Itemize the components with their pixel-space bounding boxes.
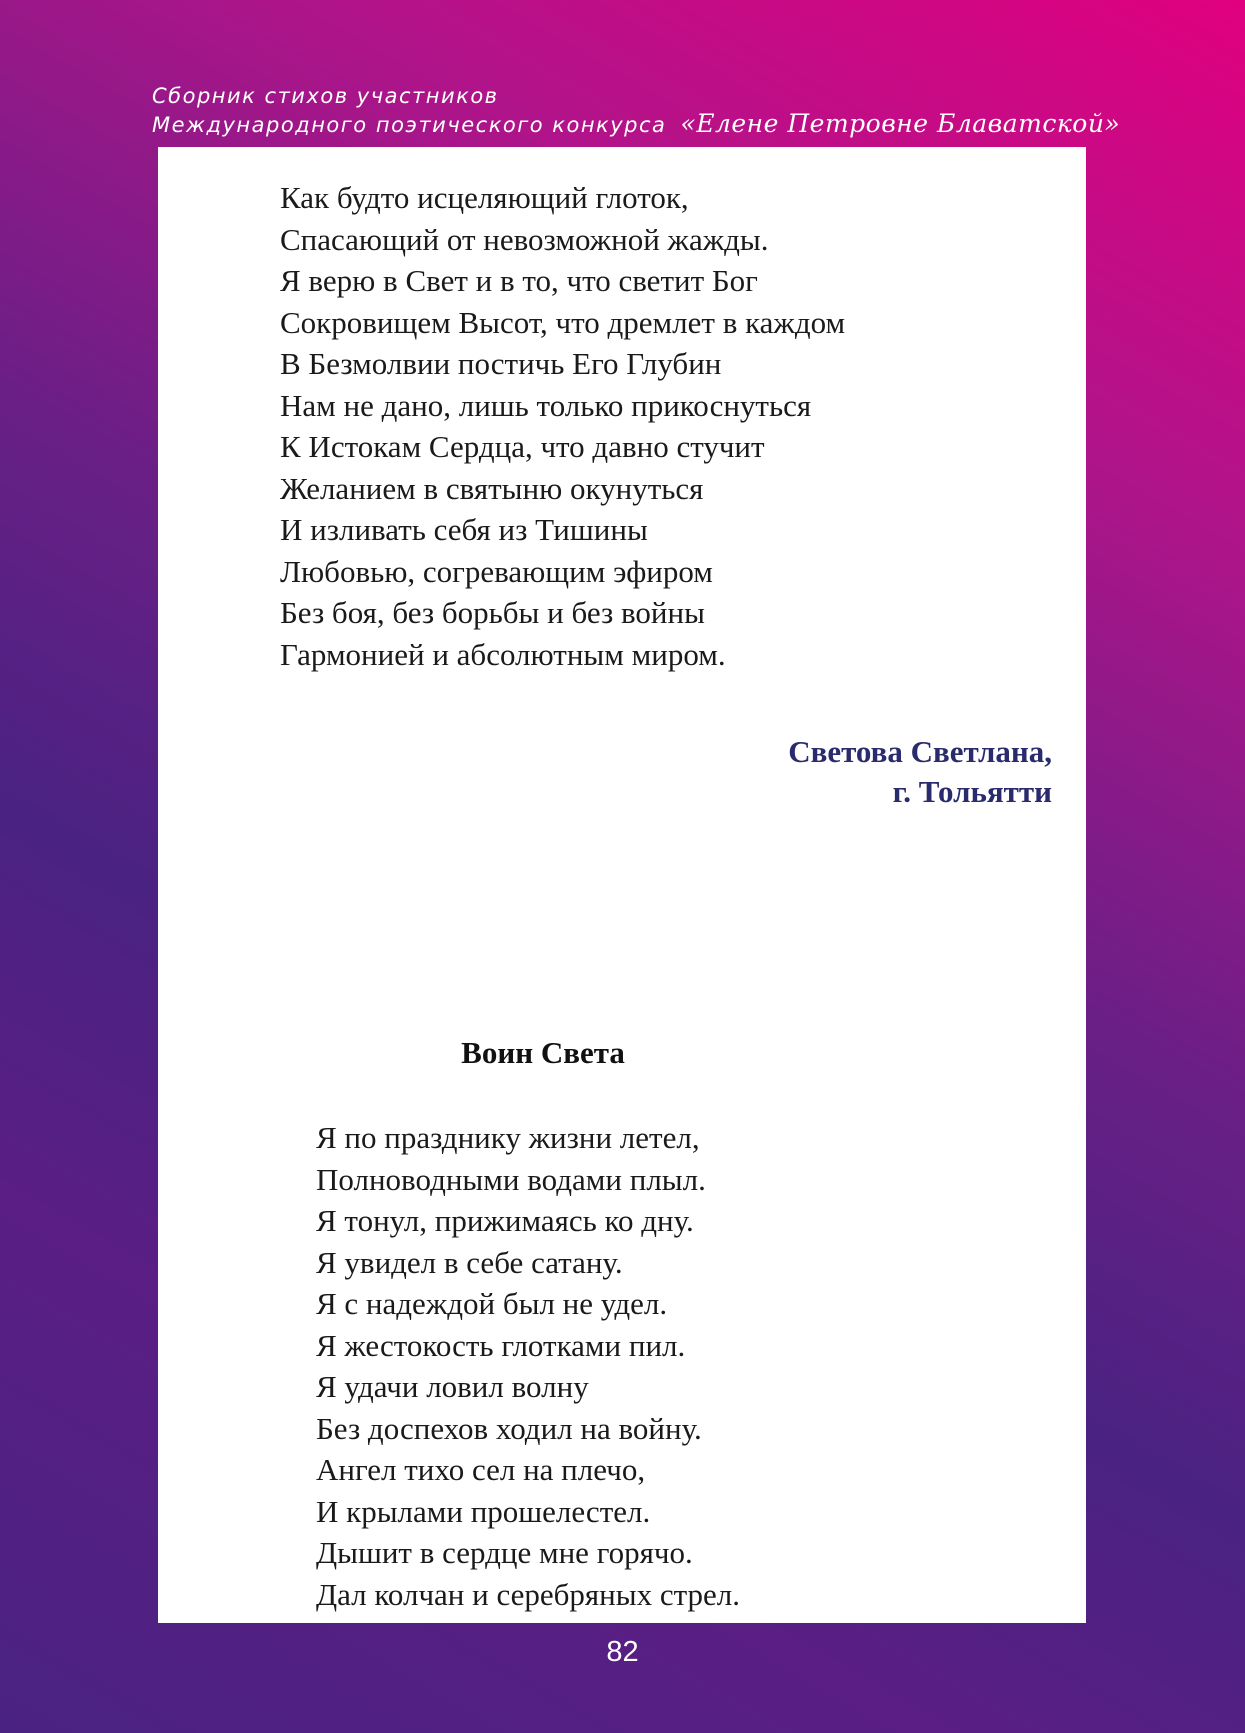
running-header [152, 82, 1120, 139]
contest-name: «Елене Петровне Блаватской» [680, 109, 1121, 138]
poem-line: Я по празднику жизни летел, [316, 1120, 700, 1155]
poem-line: Нам не дано, лишь только прикоснуться [280, 387, 812, 423]
header-line-2-text: Международного поэтического конкурса [152, 113, 667, 137]
poem-line: Дал колчан и серебряных стрел. [316, 1576, 740, 1612]
poem-line: Полноводными водами плыл. [316, 1161, 706, 1197]
header-line-1: Сборник стихов участников [152, 84, 499, 108]
poem-line: Спасающий от невозможной жажды. [280, 221, 769, 257]
poem-line: В Безмолвии постичь Его Глубин [280, 346, 722, 381]
header-line-2 [152, 110, 1120, 139]
poem-line: Я увидел в себе сатану. [316, 1244, 623, 1280]
poem-line: Я удачи ловил волну [316, 1369, 589, 1404]
poem-line: Я жестокость глотками пил. [316, 1327, 686, 1363]
poem-line: И крылами прошелестел. [316, 1493, 651, 1529]
poem-line: Дышит в сердце мне горячо. [316, 1535, 693, 1570]
author-signature [788, 732, 1052, 812]
page-number: 82 [606, 1636, 639, 1668]
poem-line: Любовью, согревающим эфиром [280, 553, 713, 589]
poem-line: Я с надеждой был не удел. [316, 1286, 668, 1321]
poem-line: К Истокам Сердца, что давно стучит [280, 429, 765, 464]
poem-line: Без боя, без борьбы и без войны [280, 595, 705, 630]
poem-1 [280, 177, 845, 675]
poem-2 [316, 1117, 740, 1615]
poem-line: Гармонией и абсолютным миром. [280, 636, 726, 672]
poem-line: Я верю в Свет и в то, что светит Бог [280, 263, 758, 298]
poem-line: Ангел тихо сел на плечо, [316, 1452, 646, 1487]
poem-line: Без доспехов ходил на войну. [316, 1410, 702, 1446]
poem-line: И изливать себя из Тишины [280, 512, 648, 547]
poem-line: Сокровищем Высот, что дремлет в каждом [280, 304, 846, 340]
poem-line: Как будто исцеляющий глоток, [280, 180, 689, 215]
page-sheet [158, 147, 1086, 1623]
author-name: Светова Светлана, [788, 734, 1052, 769]
poem-line: Желанием в святыню окунуться [280, 470, 704, 506]
poem-line: Я тонул, прижимаясь ко дну. [316, 1203, 694, 1238]
author-city: г. Тольятти [892, 774, 1052, 809]
poem-title: Воин Света [461, 1035, 625, 1070]
